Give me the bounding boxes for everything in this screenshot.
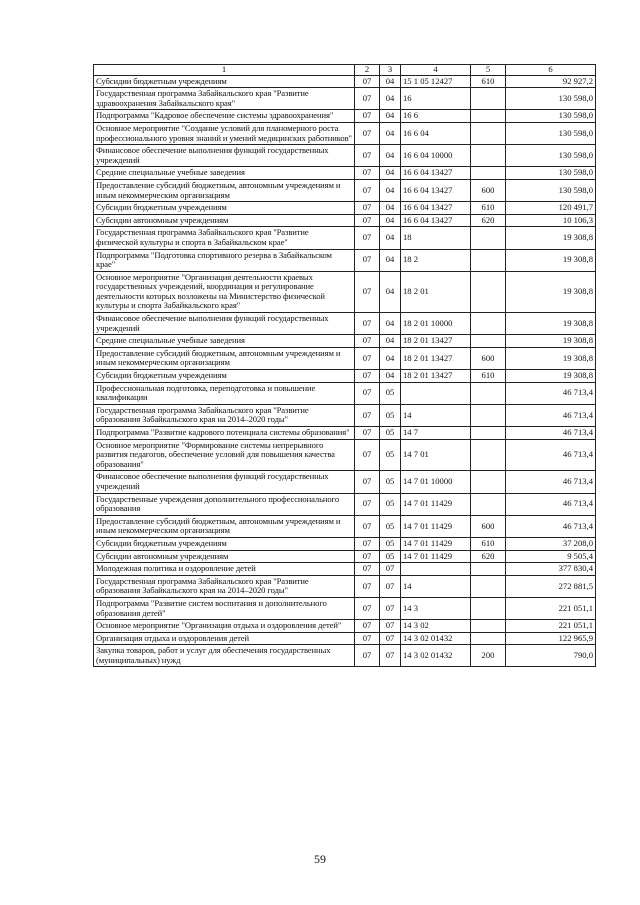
row-subsection-cell: 07	[380, 632, 401, 645]
row-amount-cell: 19 308,8	[506, 227, 596, 249]
row-name-cell: Государственные учреждения дополнительного профессионального образования	[94, 493, 355, 515]
row-expense-type-cell	[471, 597, 506, 619]
row-name-cell: Организация отдыха и оздоровления детей	[94, 632, 355, 645]
table-row	[94, 179, 596, 201]
row-expense-type-cell: 610	[471, 370, 506, 383]
row-section-cell: 07	[355, 370, 380, 383]
row-section-cell: 07	[355, 335, 380, 348]
row-expense-type-cell	[471, 227, 506, 249]
row-name-cell: Средние специальные учебные заведения	[94, 335, 355, 348]
row-amount-cell: 122 965,9	[506, 632, 596, 645]
row-name-cell: Подпрограмма "Развитие кадрового потенциала системы образования"	[94, 427, 355, 440]
table-row	[94, 632, 596, 645]
row-expense-type-cell: 200	[471, 645, 506, 667]
row-name-cell: Субсидии автономным учреждениям	[94, 214, 355, 227]
table-row	[94, 75, 596, 88]
row-amount-cell: 120 491,7	[506, 202, 596, 215]
row-expense-type-cell	[471, 575, 506, 597]
row-section-cell: 07	[355, 179, 380, 201]
row-amount-cell: 92 927,2	[506, 75, 596, 88]
table-row	[94, 427, 596, 440]
row-target-article-cell: 18 2 01 13427	[401, 347, 471, 369]
row-subsection-cell: 07	[380, 620, 401, 633]
row-expense-type-cell: 610	[471, 537, 506, 550]
row-subsection-cell: 05	[380, 515, 401, 537]
row-section-cell: 07	[355, 632, 380, 645]
row-expense-type-cell	[471, 335, 506, 348]
row-subsection-cell: 04	[380, 347, 401, 369]
header-cell-expense-type: 5	[471, 65, 506, 76]
row-amount-cell: 130 598,0	[506, 110, 596, 123]
table-row	[94, 382, 596, 404]
row-amount-cell: 46 713,4	[506, 515, 596, 537]
row-expense-type-cell: 600	[471, 515, 506, 537]
row-subsection-cell: 04	[380, 249, 401, 271]
header-cell-section: 2	[355, 65, 380, 76]
table-row	[94, 110, 596, 123]
row-subsection-cell: 04	[380, 202, 401, 215]
row-amount-cell: 19 308,8	[506, 249, 596, 271]
row-expense-type-cell	[471, 563, 506, 576]
row-section-cell: 07	[355, 537, 380, 550]
table-row	[94, 202, 596, 215]
row-name-cell: Финансовое обеспечение выполнения функций государственных учреждений	[94, 471, 355, 493]
row-expense-type-cell	[471, 493, 506, 515]
row-subsection-cell: 04	[380, 227, 401, 249]
row-name-cell: Финансовое обеспечение выполнения функций государственных учреждений	[94, 313, 355, 335]
row-target-article-cell: 16 6 04 13427	[401, 202, 471, 215]
row-name-cell: Субсидии бюджетным учреждениям	[94, 75, 355, 88]
row-name-cell: Основное мероприятие "Организация деятельности краевых государственных учреждений, координация и регулирование деятельности которых возложены на Министерство физической культуры и спорта Забайкальского края"	[94, 271, 355, 312]
row-subsection-cell: 07	[380, 645, 401, 667]
row-section-cell: 07	[355, 122, 380, 144]
table-row	[94, 645, 596, 667]
row-target-article-cell: 18 2 01	[401, 271, 471, 312]
row-target-article-cell	[401, 382, 471, 404]
table-row	[94, 404, 596, 426]
row-section-cell: 07	[355, 75, 380, 88]
row-name-cell: Субсидии бюджетным учреждениям	[94, 202, 355, 215]
row-name-cell: Финансовое обеспечение выполнения функций государственных учреждений	[94, 145, 355, 167]
row-target-article-cell: 15 1 05 12427	[401, 75, 471, 88]
row-expense-type-cell: 620	[471, 550, 506, 563]
row-target-article-cell: 18 2 01 13427	[401, 335, 471, 348]
table-row	[94, 167, 596, 180]
row-subsection-cell: 05	[380, 493, 401, 515]
table-row	[94, 122, 596, 144]
row-expense-type-cell: 600	[471, 179, 506, 201]
table-row	[94, 439, 596, 471]
row-subsection-cell: 04	[380, 313, 401, 335]
row-subsection-cell: 04	[380, 167, 401, 180]
row-name-cell: Государственная программа Забайкальского края "Развитие образования Забайкальского края на 2014–2020 годы"	[94, 575, 355, 597]
row-subsection-cell: 07	[380, 575, 401, 597]
row-expense-type-cell	[471, 249, 506, 271]
row-section-cell: 07	[355, 427, 380, 440]
row-amount-cell: 46 713,4	[506, 427, 596, 440]
row-target-article-cell: 18	[401, 227, 471, 249]
row-section-cell: 07	[355, 575, 380, 597]
row-amount-cell: 19 308,8	[506, 271, 596, 312]
row-section-cell: 07	[355, 347, 380, 369]
row-subsection-cell: 04	[380, 88, 401, 110]
row-expense-type-cell: 620	[471, 214, 506, 227]
row-name-cell: Государственная программа Забайкальского края "Развитие образования Забайкальского края на 2014–2020 годы"	[94, 404, 355, 426]
row-name-cell: Средние специальные учебные заведения	[94, 167, 355, 180]
row-target-article-cell: 16 6 04 13427	[401, 214, 471, 227]
row-subsection-cell: 04	[380, 110, 401, 123]
row-subsection-cell: 07	[380, 597, 401, 619]
row-name-cell: Основное мероприятие "Формирование системы непрерывного развития педагогов, обеспечение условий для повышения качества образования"	[94, 439, 355, 471]
table-row	[94, 550, 596, 563]
row-target-article-cell: 16 6 04 13427	[401, 179, 471, 201]
row-expense-type-cell: 610	[471, 75, 506, 88]
row-target-article-cell	[401, 563, 471, 576]
budget-table	[93, 64, 596, 667]
row-target-article-cell: 18 2 01 13427	[401, 370, 471, 383]
row-expense-type-cell	[471, 145, 506, 167]
row-subsection-cell: 04	[380, 370, 401, 383]
row-subsection-cell: 04	[380, 179, 401, 201]
row-amount-cell: 9 505,4	[506, 550, 596, 563]
row-section-cell: 07	[355, 645, 380, 667]
row-target-article-cell: 18 2	[401, 249, 471, 271]
row-section-cell: 07	[355, 167, 380, 180]
table-row	[94, 214, 596, 227]
header-cell-name: 1	[94, 65, 355, 76]
row-amount-cell: 37 208,0	[506, 537, 596, 550]
row-target-article-cell: 14 7 01 11429	[401, 537, 471, 550]
row-section-cell: 07	[355, 227, 380, 249]
row-amount-cell: 377 830,4	[506, 563, 596, 576]
row-section-cell: 07	[355, 382, 380, 404]
table-row	[94, 88, 596, 110]
row-target-article-cell: 18 2 01 10000	[401, 313, 471, 335]
row-expense-type-cell	[471, 404, 506, 426]
row-amount-cell: 130 598,0	[506, 179, 596, 201]
row-section-cell: 07	[355, 88, 380, 110]
row-name-cell: Предоставление субсидий бюджетным, автономным учреждениям и иным некоммерческим организациям	[94, 515, 355, 537]
row-target-article-cell: 14 3 02	[401, 620, 471, 633]
row-subsection-cell: 05	[380, 427, 401, 440]
row-amount-cell: 46 713,4	[506, 382, 596, 404]
row-expense-type-cell	[471, 167, 506, 180]
table-row	[94, 471, 596, 493]
row-name-cell: Основное мероприятие "Организация отдыха и оздоровления детей"	[94, 620, 355, 633]
row-target-article-cell: 16 6	[401, 110, 471, 123]
row-target-article-cell: 14 7 01 11429	[401, 550, 471, 563]
row-subsection-cell: 04	[380, 145, 401, 167]
row-section-cell: 07	[355, 493, 380, 515]
row-amount-cell: 19 308,8	[506, 313, 596, 335]
row-subsection-cell: 05	[380, 382, 401, 404]
table-row	[94, 537, 596, 550]
row-subsection-cell: 05	[380, 537, 401, 550]
row-target-article-cell: 14 7 01 11429	[401, 515, 471, 537]
row-expense-type-cell: 600	[471, 347, 506, 369]
row-target-article-cell: 16 6 04 10000	[401, 145, 471, 167]
row-amount-cell: 10 106,3	[506, 214, 596, 227]
row-amount-cell: 46 713,4	[506, 471, 596, 493]
row-subsection-cell: 04	[380, 122, 401, 144]
table-row	[94, 620, 596, 633]
row-expense-type-cell	[471, 382, 506, 404]
row-amount-cell: 19 308,8	[506, 347, 596, 369]
row-target-article-cell: 14 7	[401, 427, 471, 440]
row-expense-type-cell	[471, 632, 506, 645]
table-row	[94, 145, 596, 167]
row-expense-type-cell: 610	[471, 202, 506, 215]
row-subsection-cell: 04	[380, 214, 401, 227]
row-target-article-cell: 14	[401, 404, 471, 426]
row-section-cell: 07	[355, 271, 380, 312]
row-subsection-cell: 05	[380, 439, 401, 471]
row-section-cell: 07	[355, 214, 380, 227]
row-amount-cell: 46 713,4	[506, 439, 596, 471]
row-target-article-cell: 16 6 04 13427	[401, 167, 471, 180]
row-amount-cell: 46 713,4	[506, 404, 596, 426]
table-row	[94, 370, 596, 383]
header-cell-subsection: 3	[380, 65, 401, 76]
row-target-article-cell: 14 3 02 01432	[401, 645, 471, 667]
row-amount-cell: 46 713,4	[506, 493, 596, 515]
row-target-article-cell: 16 6 04	[401, 122, 471, 144]
row-section-cell: 07	[355, 439, 380, 471]
row-section-cell: 07	[355, 563, 380, 576]
row-section-cell: 07	[355, 145, 380, 167]
row-amount-cell: 272 881,5	[506, 575, 596, 597]
table-row	[94, 563, 596, 576]
row-name-cell: Профессиональная подготовка, переподготовка и повышение квалификации	[94, 382, 355, 404]
page-number: 59	[314, 852, 326, 866]
row-section-cell: 07	[355, 515, 380, 537]
row-amount-cell: 130 598,0	[506, 88, 596, 110]
row-name-cell: Предоставление субсидий бюджетным, автономным учреждениям и иным некоммерческим организациям	[94, 179, 355, 201]
row-name-cell: Подпрограмма "Кадровое обеспечение системы здравоохранения"	[94, 110, 355, 123]
row-amount-cell: 19 308,8	[506, 335, 596, 348]
row-expense-type-cell	[471, 620, 506, 633]
row-section-cell: 07	[355, 110, 380, 123]
row-name-cell: Субсидии бюджетным учреждениям	[94, 370, 355, 383]
row-target-article-cell: 14 7 01	[401, 439, 471, 471]
table-row	[94, 335, 596, 348]
row-name-cell: Основное мероприятие "Создание условий для планомерного роста профессионального уровня знаний и умений медицинских работников"	[94, 122, 355, 144]
row-section-cell: 07	[355, 202, 380, 215]
row-expense-type-cell	[471, 271, 506, 312]
row-expense-type-cell	[471, 88, 506, 110]
row-subsection-cell: 04	[380, 271, 401, 312]
table-row	[94, 271, 596, 312]
row-target-article-cell: 14 3	[401, 597, 471, 619]
row-section-cell: 07	[355, 249, 380, 271]
table-row	[94, 249, 596, 271]
table-row	[94, 575, 596, 597]
row-section-cell: 07	[355, 404, 380, 426]
row-expense-type-cell	[471, 427, 506, 440]
row-subsection-cell: 07	[380, 563, 401, 576]
row-expense-type-cell	[471, 110, 506, 123]
table-row	[94, 597, 596, 619]
row-target-article-cell: 14 7 01 10000	[401, 471, 471, 493]
row-expense-type-cell	[471, 439, 506, 471]
header-cell-amount: 6	[506, 65, 596, 76]
row-section-cell: 07	[355, 313, 380, 335]
row-target-article-cell: 14 7 01 11429	[401, 493, 471, 515]
row-name-cell: Субсидии автономным учреждениям	[94, 550, 355, 563]
row-target-article-cell: 16	[401, 88, 471, 110]
row-amount-cell: 19 308,8	[506, 370, 596, 383]
row-subsection-cell: 04	[380, 75, 401, 88]
header-cell-target-article: 4	[401, 65, 471, 76]
row-name-cell: Государственная программа Забайкальского края "Развитие физической культуры и спорта в Забайкальском крае"	[94, 227, 355, 249]
row-section-cell: 07	[355, 471, 380, 493]
row-amount-cell: 130 598,0	[506, 122, 596, 144]
row-subsection-cell: 04	[380, 335, 401, 348]
row-expense-type-cell	[471, 471, 506, 493]
row-amount-cell: 130 598,0	[506, 167, 596, 180]
row-subsection-cell: 05	[380, 471, 401, 493]
row-name-cell: Закупка товаров, работ и услуг для обеспечения государственных (муниципальных) нужд	[94, 645, 355, 667]
row-name-cell: Предоставление субсидий бюджетным, автономным учреждениям и иным некоммерческим организациям	[94, 347, 355, 369]
row-expense-type-cell	[471, 122, 506, 144]
row-name-cell: Подпрограмма "Развитие систем воспитания и дополнительного образования детей"	[94, 597, 355, 619]
table-row	[94, 313, 596, 335]
row-amount-cell: 221 051,1	[506, 597, 596, 619]
row-name-cell: Молодежная политика и оздоровление детей	[94, 563, 355, 576]
row-section-cell: 07	[355, 620, 380, 633]
row-target-article-cell: 14	[401, 575, 471, 597]
table-row	[94, 515, 596, 537]
row-section-cell: 07	[355, 550, 380, 563]
row-amount-cell: 221 051,1	[506, 620, 596, 633]
row-subsection-cell: 05	[380, 550, 401, 563]
table-row	[94, 347, 596, 369]
row-section-cell: 07	[355, 597, 380, 619]
row-amount-cell: 130 598,0	[506, 145, 596, 167]
table-row	[94, 227, 596, 249]
row-amount-cell: 790,0	[506, 645, 596, 667]
table-row	[94, 493, 596, 515]
row-expense-type-cell	[471, 313, 506, 335]
row-subsection-cell: 05	[380, 404, 401, 426]
row-name-cell: Подпрограмма "Подготовка спортивного резерва в Забайкальском крае"	[94, 249, 355, 271]
table-header-row	[94, 65, 596, 76]
row-name-cell: Субсидии бюджетным учреждениям	[94, 537, 355, 550]
row-name-cell: Государственная программа Забайкальского края "Развитие здравоохранения Забайкальского края"	[94, 88, 355, 110]
row-target-article-cell: 14 3 02 01432	[401, 632, 471, 645]
